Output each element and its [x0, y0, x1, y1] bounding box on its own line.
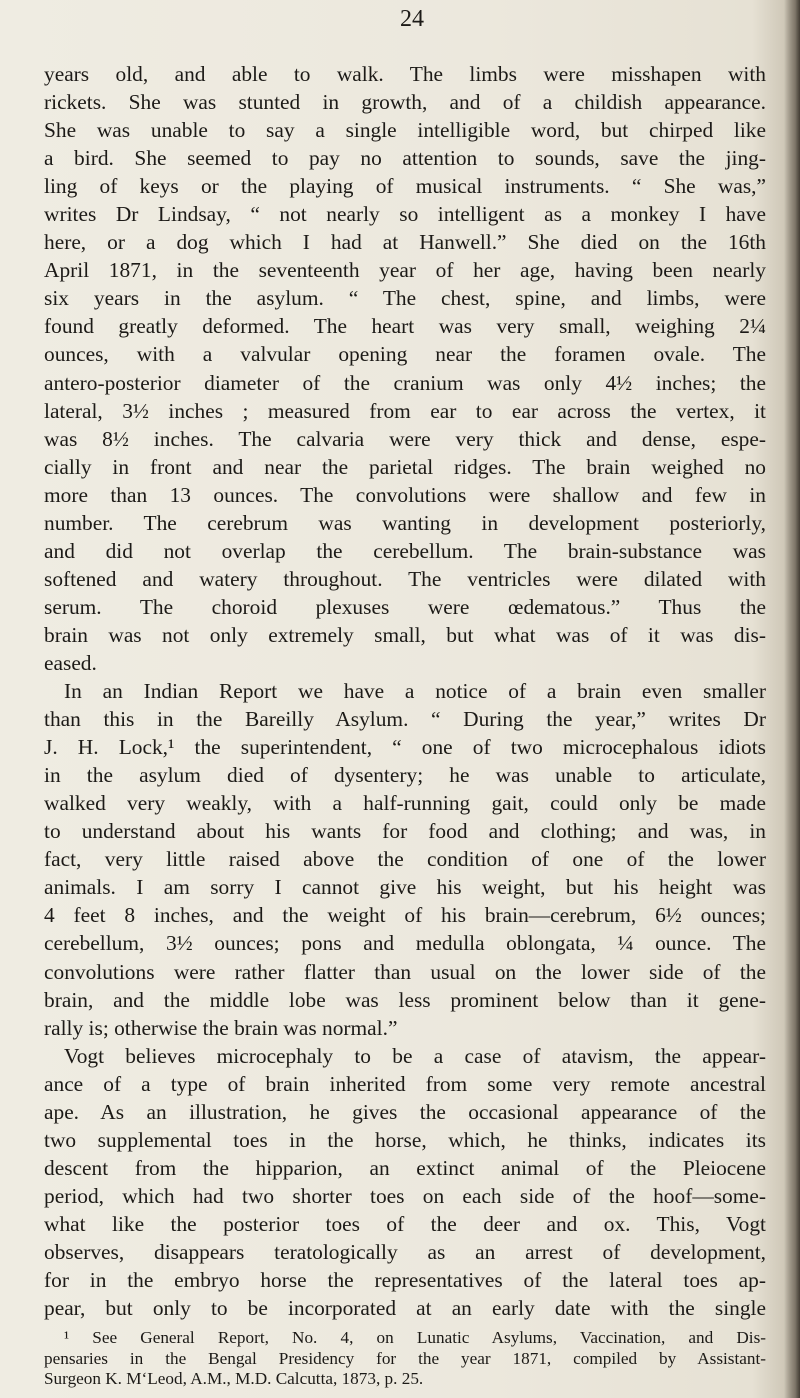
- text-line: a bird. She seemed to pay no attention to sounds, save the jing-: [44, 146, 766, 171]
- text-line: ance of a type of brain inherited from some very remote ancestral: [44, 1071, 766, 1096]
- text-line: brain was not only extremely small, but what was of it was dis-: [44, 622, 766, 647]
- page-gutter-shadow: [784, 0, 800, 1398]
- paragraph: [44, 1042, 766, 1322]
- text-line: cially in front and near the parietal ridges. The brain weighed no: [44, 454, 766, 479]
- text-line: two supplemental toes in the horse, which, he thinks, indicates its: [44, 1127, 766, 1152]
- text-line: and did not overlap the cerebellum. The brain-substance was: [44, 538, 766, 563]
- text-line: ounces, with a valvular opening near the foramen ovale. The: [44, 342, 766, 367]
- text-line: softened and watery throughout. The ventricles were dilated with: [44, 566, 766, 591]
- text-line: rally is; otherwise the brain was normal.”: [44, 1015, 398, 1040]
- text-line: lateral, 3½ inches ; measured from ear to ear across the vertex, it: [44, 398, 766, 423]
- text-line: ling of keys or the playing of musical instruments. “ She was,”: [44, 174, 766, 199]
- text-line: in the asylum died of dysentery; he was unable to articulate,: [44, 763, 766, 788]
- text-line: serum. The choroid plexuses were œdematous.” Thus the: [44, 594, 766, 619]
- text-line: for in the embryo horse the representatives of the lateral toes ap-: [44, 1268, 766, 1293]
- text-line: years old, and able to walk. The limbs were misshapen with: [44, 62, 766, 86]
- text-line: here, or a dog which I had at Hanwell.” She died on the 16th: [44, 230, 766, 255]
- text-line: convolutions were rather flatter than usual on the lower side of the: [44, 959, 766, 984]
- text-line: than this in the Bareilly Asylum. “ During the year,” writes Dr: [44, 707, 766, 732]
- text-line: eased.: [44, 650, 97, 675]
- text-line: rickets. She was stunted in growth, and of a childish appearance.: [44, 90, 766, 115]
- text-line: more than 13 ounces. The convolutions were shallow and few in: [44, 482, 766, 507]
- text-line: April 1871, in the seventeenth year of her age, having been nearly: [44, 258, 766, 283]
- text-line: ape. As an illustration, he gives the occasional appearance of the: [44, 1099, 766, 1124]
- text-line: Vogt believes microcephaly to be a case of atavism, the appear-: [64, 1043, 766, 1068]
- paragraph: [44, 677, 766, 1042]
- footnote-line: ¹ See General Report, No. 4, on Lunatic Asylums, Vaccination, and Dis-: [64, 1328, 766, 1348]
- text-line: what like the posterior toes of the deer and ox. This, Vogt: [44, 1211, 766, 1236]
- text-line: fact, very little raised above the condition of one of the lower: [44, 847, 766, 872]
- footnotes: [44, 1328, 766, 1390]
- text-line: animals. I am sorry I cannot give his weight, but his height was: [44, 875, 766, 900]
- text-line: found greatly deformed. The heart was very small, weighing 2¼: [44, 314, 766, 339]
- text-line: observes, disappears teratologically as an arrest of development,: [44, 1239, 766, 1264]
- text-line: antero-posterior diameter of the cranium was only 4½ inches; the: [44, 370, 766, 395]
- text-line: In an Indian Report we have a notice of a brain even smaller: [64, 679, 766, 704]
- text-line: writes Dr Lindsay, “ not nearly so intelligent as a monkey I have: [44, 202, 766, 227]
- text-line: cerebellum, 3½ ounces; pons and medulla oblongata, ¼ ounce. The: [44, 931, 766, 956]
- text-line: descent from the hipparion, an extinct animal of the Pleiocene: [44, 1155, 766, 1180]
- text-line: She was unable to say a single intelligible word, but chirped like: [44, 118, 766, 143]
- paragraph: [44, 60, 766, 677]
- page-number: 24: [400, 6, 424, 32]
- footnote-line: Surgeon K. M‘Leod, A.M., M.D. Calcutta, 1873, p. 25.: [44, 1369, 424, 1389]
- text-line: 4 feet 8 inches, and the weight of his brain—cerebrum, 6½ ounces;: [44, 903, 766, 928]
- footnote-line: pensaries in the Bengal Presidency for the year 1871, compiled by Assistant-: [44, 1348, 766, 1368]
- text-line: brain, and the middle lobe was less prominent below than it gene-: [44, 987, 766, 1012]
- text-line: walked very weakly, with a half-running gait, could only be made: [44, 791, 766, 816]
- text-line: six years in the asylum. “ The chest, spine, and limbs, were: [44, 286, 766, 311]
- text-line: number. The cerebrum was wanting in development posteriorly,: [44, 510, 766, 535]
- text-line: pear, but only to be incorporated at an early date with the single: [44, 1296, 766, 1321]
- text-line: to understand about his wants for food and clothing; and was, in: [44, 819, 766, 844]
- text-line: period, which had two shorter toes on each side of the hoof—some-: [44, 1183, 766, 1208]
- text-line: was 8½ inches. The calvaria were very thick and dense, espe-: [44, 426, 766, 451]
- text-line: J. H. Lock,¹ the superintendent, “ one of two microcephalous idiots: [44, 735, 766, 760]
- body-text: [44, 60, 766, 1390]
